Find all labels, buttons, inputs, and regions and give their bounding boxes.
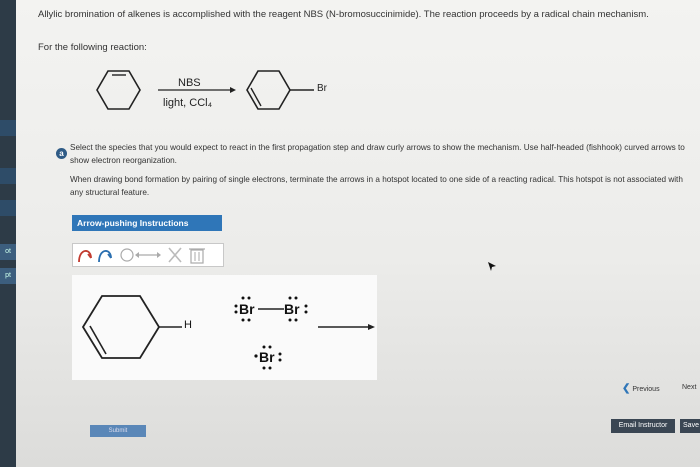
question-text: [70, 141, 690, 199]
bromine-right-label: Br: [284, 301, 300, 317]
bromine-radical-label: Br: [259, 349, 275, 365]
cyclohexene-reactant: [97, 71, 140, 109]
question-line-1: Select the species that you would expect to react in the first propagation step and draw curly arrows to show the mechanism. Use half-headed (fishhook) curved arrows to show electron reorganization.: [70, 143, 685, 165]
question-line-2: When drawing bond formation by pairing of single electrons, terminate the arrows in a hotspot located to one side of a reacting radical. This hotspot is not associated with any structural feature.: [70, 175, 683, 197]
sidebar-tab[interactable]: [0, 200, 16, 216]
canvas-structures: [0, 260, 400, 390]
previous-button[interactable]: [622, 383, 660, 394]
intro-text: Allylic bromination of alkenes is accomplished with the reagent NBS (N-bromosuccinimide). The reaction proceeds by a radical chain mechanism.: [38, 9, 649, 20]
email-instructor-button[interactable]: Email Instructor: [611, 419, 675, 433]
question-badge: a: [56, 148, 67, 159]
reagent-conditions: light, CCl₄: [163, 97, 213, 109]
product-br-label: Br: [317, 83, 327, 94]
cyclohexene-structure: [83, 296, 159, 358]
next-button[interactable]: Next: [682, 384, 697, 391]
for-reaction-label: For the following reaction:: [38, 42, 147, 53]
sidebar-tab[interactable]: [0, 168, 16, 184]
sidebar-tab-ot[interactable]: ot: [0, 244, 16, 260]
previous-label: Previous: [632, 386, 660, 393]
chevron-left-icon: ❮: [622, 383, 631, 394]
sidebar-tab-pt[interactable]: pt: [0, 268, 16, 284]
bromocyclohexene-product: [247, 71, 290, 109]
bromine-left-label: Br: [239, 301, 255, 317]
cursor-icon: [488, 262, 498, 272]
double-arrow-icon[interactable]: [135, 252, 161, 258]
save-button[interactable]: Save: [680, 419, 700, 433]
reagent-nbs: NBS: [178, 77, 201, 89]
reaction-scheme: [0, 0, 700, 140]
hydrogen-label: H: [184, 319, 192, 331]
arrow-pushing-instructions-button[interactable]: Arrow-pushing Instructions: [72, 215, 222, 231]
submit-button[interactable]: Submit: [90, 425, 146, 437]
